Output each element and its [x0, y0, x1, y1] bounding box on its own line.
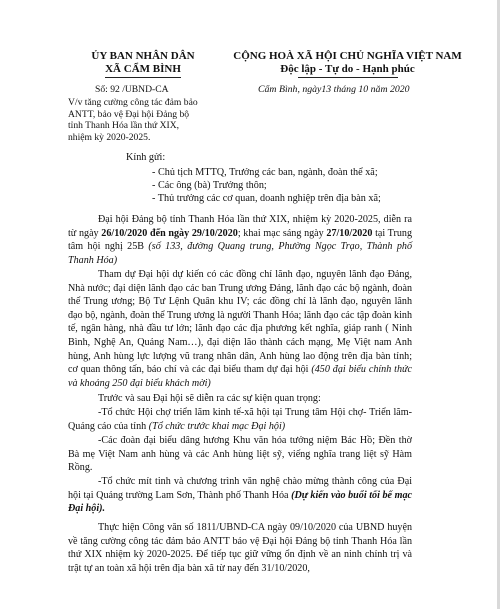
p1-dates: 26/10/2020 đến ngày 29/10/2020 [101, 227, 238, 239]
p7-text: Thực hiện Công văn số 1811/UBND-CA ngày 09/10/2020 của UBND huyện về tăng cường công tác đảm bảo ANTT bảo vệ Đại hội Đảng bộ tỉnh Thanh Hóa lần thứ XIX nhiệm kỳ 2020-2025. Để tiếp tục giữ vững ổn định về an ninh chính trị và trật tự an toàn xã hội trên địa bàn xã từ nay đến 31/10/2020, [68, 522, 412, 574]
body-paragraph-2 [68, 268, 412, 390]
p4-text: -Tổ chức Hội chợ triển lãm kinh tế-xã hội tại Trung tâm Hội chợ- Triển lãm- Quảng cáo của tỉnh [68, 407, 412, 432]
p5-text: -Các đoàn đại biểu dâng hương Khu văn hóa tưởng niệm Bác Hồ; Đền thờ Bà mẹ Việt Nam anh hùng và các Anh hùng liệt sỹ, viếng nghĩa trang liệt sỹ Hàm Rồng. [68, 435, 412, 474]
body-paragraph-6 [68, 475, 412, 516]
org-name-line1: ỦY BAN NHÂN DÂN [91, 50, 195, 62]
place-date: Cẩm Bình, ngày13 tháng 10 năm 2020 [258, 84, 410, 95]
p1-text: Đại hội Đảng bộ tỉnh Thanh Hóa lần thứ XIX, nhiệm kỳ 2020-2025, diễn ra từ ngày [68, 214, 412, 239]
p6-note: (Dự kiến vào buổi tối bế mạc Đại hội). [68, 489, 412, 515]
p1-venue-address: (số 133, đường Quang trung, Phường Ngọc Trạo, Thành phố Thanh Hóa) [68, 241, 412, 266]
document-number: Số: 92 /UBND-CA [95, 84, 169, 95]
national-title: CỘNG HOÀ XÃ HỘI CHỦ NGHĨA VIỆT NAM [233, 50, 462, 62]
p6-text: -Tổ chức mít tinh và chương trình văn nghệ chào mừng thành công của Đại hội tại Quảng trường Lam Sơn, Thành phố Thanh Hóa [68, 476, 412, 501]
subject-line: tỉnh Thanh Hóa lần thứ XIX, [68, 120, 180, 131]
org-name-line2: XÃ CẨM BÌNH [105, 63, 181, 75]
body-paragraph-7 [68, 521, 412, 575]
p1-text: tại Trung tâm hội nghị 25B [68, 227, 412, 253]
org-underline [105, 77, 181, 78]
p4-note: (Tổ chức trước khai mạc Đại hội) [148, 420, 286, 432]
body-paragraph-1 [68, 213, 412, 267]
body-paragraph-3 [68, 392, 412, 406]
body-paragraph-4 [68, 406, 412, 433]
p1-opening-date: 27/10/2020 [326, 227, 373, 239]
recipient-item: - Thủ trưởng các cơ quan, doanh nghiệp trên địa bàn xã; [152, 193, 381, 204]
body-paragraph-5 [68, 434, 412, 475]
p1-text: ; khai mạc sáng ngày [237, 227, 327, 239]
subject-line: V/v tăng cường công tác đảm bảo [68, 97, 198, 108]
p2-delegate-count: (450 đại biểu chính thức và khoảng 250 đại biểu khách mời) [68, 364, 413, 389]
subject-line: nhiệm kỳ 2020-2025. [68, 131, 151, 143]
p2-text: Tham dự Đại hội dự kiến có các đồng chí lãnh đạo, nguyên lãnh đạo Đảng, Nhà nước; đại diện lãnh đạo các ban Trung ương Đảng, lãnh đạo các bộ ngành, đoàn thể Trung ương; Bộ Tư Lệnh Quân khu IV; các đồng chí là lãnh đạo, nguyên lãnh đạo bộ, ngành, đoàn thể Trung ương là người Thanh Hóa; lãnh đạo các tập đoàn kinh tế, ngân hàng, nhà đầu tư lớn; lãnh đạo các địa phương kết nghĩa, giáp ranh ( Ninh Bình, Nghệ An, Quảng Nam…), đại diện lão thành cách mạng, Mẹ Việt nam Anh hùng, Anh hùng lực lượng vũ trang nhân dân, Anh hùng lao động trên địa bàn tỉnh; cơ quan thông tấn, báo chí và các đại biểu tham dự đại hội [68, 269, 412, 376]
document-subject [68, 97, 198, 143]
motto-underline [298, 77, 398, 78]
recipient-item: - Chủ tịch MTTQ, Trưởng các ban, ngành, đoàn thể xã; [152, 167, 378, 178]
national-motto: Độc lập - Tự do - Hạnh phúc [280, 63, 415, 75]
recipients-label: Kính gửi: [126, 152, 166, 163]
p3-text: Trước và sau Đại hội sẽ diễn ra các sự kiện quan trọng: [98, 393, 321, 404]
recipient-item: - Các ông (bà) Trưởng thôn; [152, 180, 267, 191]
subject-line: ANTT, bảo vệ Đại hội Đảng bộ [68, 108, 190, 120]
